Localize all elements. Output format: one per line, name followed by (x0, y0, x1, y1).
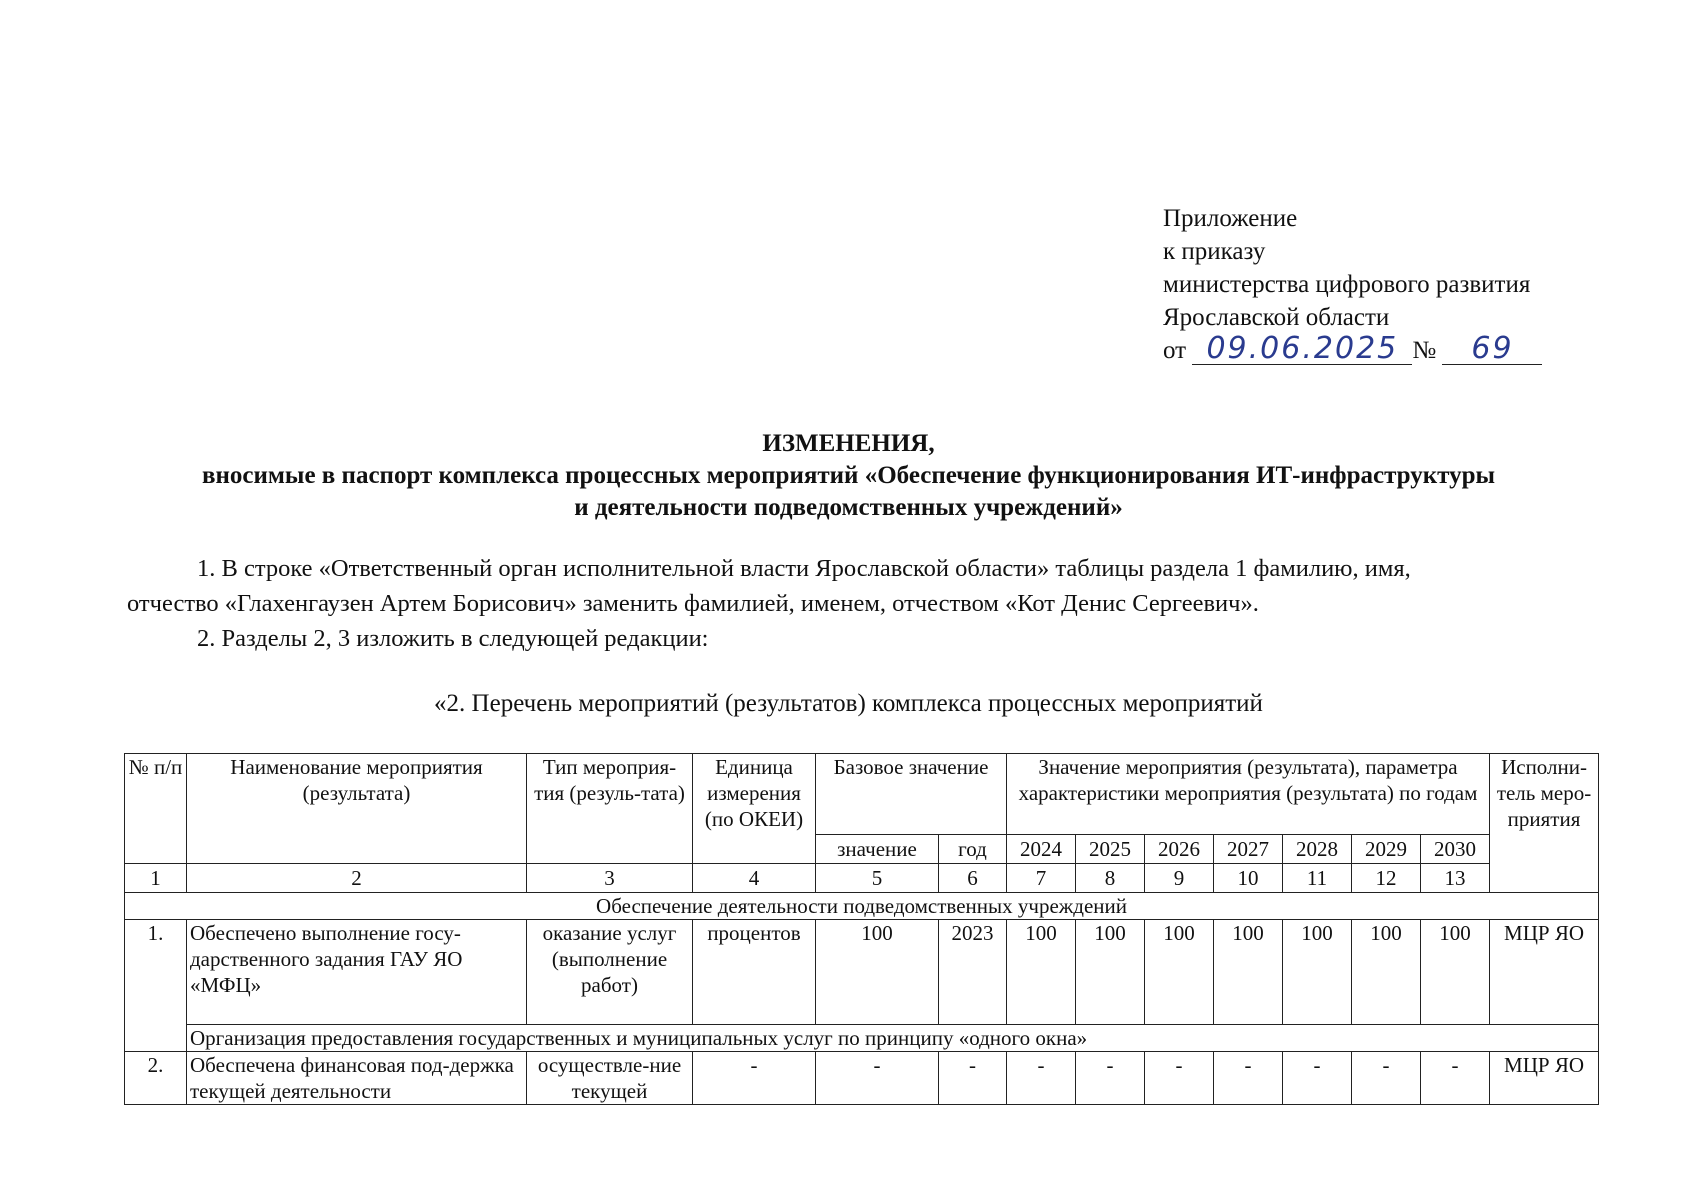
row-value: - (1352, 1052, 1421, 1105)
row-unit: процентов (693, 920, 816, 1025)
row-num: 1. (125, 920, 187, 1052)
number-label: № (1412, 337, 1437, 364)
order-date-handwritten: 09.06.2025 (1192, 334, 1412, 365)
row-value: 100 (1214, 920, 1283, 1025)
col-number: 8 (1076, 864, 1145, 893)
header-executor: Исполни-тель меро-приятия (1490, 754, 1599, 893)
column-numbers-row (125, 864, 1599, 893)
row-value: 100 (1421, 920, 1490, 1025)
col-number: 11 (1283, 864, 1352, 893)
row-base-value: 100 (816, 920, 939, 1025)
header-base-value: значение (816, 835, 939, 864)
col-number: 2 (187, 864, 527, 893)
col-number: 6 (939, 864, 1007, 893)
header-year: 2028 (1283, 835, 1352, 864)
header-year: 2029 (1352, 835, 1421, 864)
document-subtitle-line1: вносимые в паспорт комплекса процессных мероприятий «Обеспечение функционирования ИТ-инфраструктуры (201, 462, 1496, 489)
table-row (125, 1052, 1599, 1105)
paragraph-2: 2. Разделы 2, 3 изложить в следующей редакции: (197, 625, 709, 652)
document-title: ИЗМЕНЕНИЯ, (762, 430, 935, 457)
subsection-row (125, 1025, 1599, 1052)
row-value: 100 (1007, 920, 1076, 1025)
row-type: осуществле-ние текущей (527, 1052, 693, 1105)
annex-ministry: министерства цифрового развития (1163, 271, 1531, 298)
from-label: от (1163, 337, 1187, 364)
header-year: 2025 (1076, 835, 1145, 864)
annex-title: Приложение (1163, 205, 1298, 232)
row-name: Обеспечено выполнение госу-дарственного задания ГАУ ЯО «МФЦ» (187, 920, 527, 1025)
paragraph-1-line-2: отчество «Глахенгаузен Артем Борисович» заменить фамилией, именем, отчеством «Кот Денис Сергеевич». (127, 590, 1259, 617)
section-heading: Обеспечение деятельности подведомственных учреждений (125, 893, 1599, 920)
row-base-year: 2023 (939, 920, 1007, 1025)
row-unit: - (693, 1052, 816, 1105)
col-number: 13 (1421, 864, 1490, 893)
header-type: Тип мероприя-тия (резуль-тата) (527, 754, 693, 864)
row-base-year: - (939, 1052, 1007, 1105)
header-row-1 (125, 754, 1599, 835)
annex-block (1163, 202, 1542, 367)
row-value: - (1007, 1052, 1076, 1105)
row-value: 100 (1352, 920, 1421, 1025)
subsection-heading: Организация предоставления государственных и муниципальных услуг по принципу «одного окна» (187, 1025, 1599, 1052)
header-base: Базовое значение (816, 754, 1007, 835)
document-subtitle-line2: и деятельности подведомственных учреждений» (574, 494, 1123, 521)
row-value: - (1145, 1052, 1214, 1105)
row-base-value: - (816, 1052, 939, 1105)
col-number: 3 (527, 864, 693, 893)
header-year: 2027 (1214, 835, 1283, 864)
order-number-handwritten: 69 (1442, 334, 1542, 365)
col-number: 1 (125, 864, 187, 893)
paragraph-1-line-1: 1. В строке «Ответственный орган исполнительной власти Ярославской области» таблицы раздела 1 фамилию, имя, (197, 555, 1411, 582)
row-name: Обеспечена финансовая под-держка текущей деятельности (187, 1052, 527, 1105)
header-name: Наименование мероприятия (результата) (187, 754, 527, 864)
row-num: 2. (125, 1052, 187, 1105)
row-value: - (1214, 1052, 1283, 1105)
row-value: 100 (1145, 920, 1214, 1025)
header-year: 2026 (1145, 835, 1214, 864)
col-number: 7 (1007, 864, 1076, 893)
col-number: 4 (693, 864, 816, 893)
row-value: - (1421, 1052, 1490, 1105)
header-base-year: год (939, 835, 1007, 864)
header-values: Значение мероприятия (результата), параметра характеристики мероприятия (результата) по годам (1007, 754, 1490, 835)
row-value: - (1076, 1052, 1145, 1105)
row-value: 100 (1076, 920, 1145, 1025)
annex-region: Ярославской области (1163, 304, 1390, 331)
col-number: 9 (1145, 864, 1214, 893)
section-title: «2. Перечень мероприятий (результатов) комплекса процессных мероприятий (434, 690, 1263, 717)
row-value: - (1283, 1052, 1352, 1105)
header-unit: Единица измерения (по ОКЕИ) (693, 754, 816, 864)
col-number: 12 (1352, 864, 1421, 893)
header-year: 2030 (1421, 835, 1490, 864)
row-type: оказание услуг (выполнение работ) (527, 920, 693, 1025)
order-line (1163, 331, 1542, 367)
measures-table (124, 753, 1599, 1105)
section-row (125, 893, 1599, 920)
header-year: 2024 (1007, 835, 1076, 864)
row-value: 100 (1283, 920, 1352, 1025)
header-num: № п/п (125, 754, 187, 864)
annex-to-order: к приказу (1163, 238, 1266, 265)
row-executor: МЦР ЯО (1490, 920, 1599, 1025)
col-number: 5 (816, 864, 939, 893)
row-executor: МЦР ЯО (1490, 1052, 1599, 1105)
table-row (125, 920, 1599, 1025)
col-number: 10 (1214, 864, 1283, 893)
